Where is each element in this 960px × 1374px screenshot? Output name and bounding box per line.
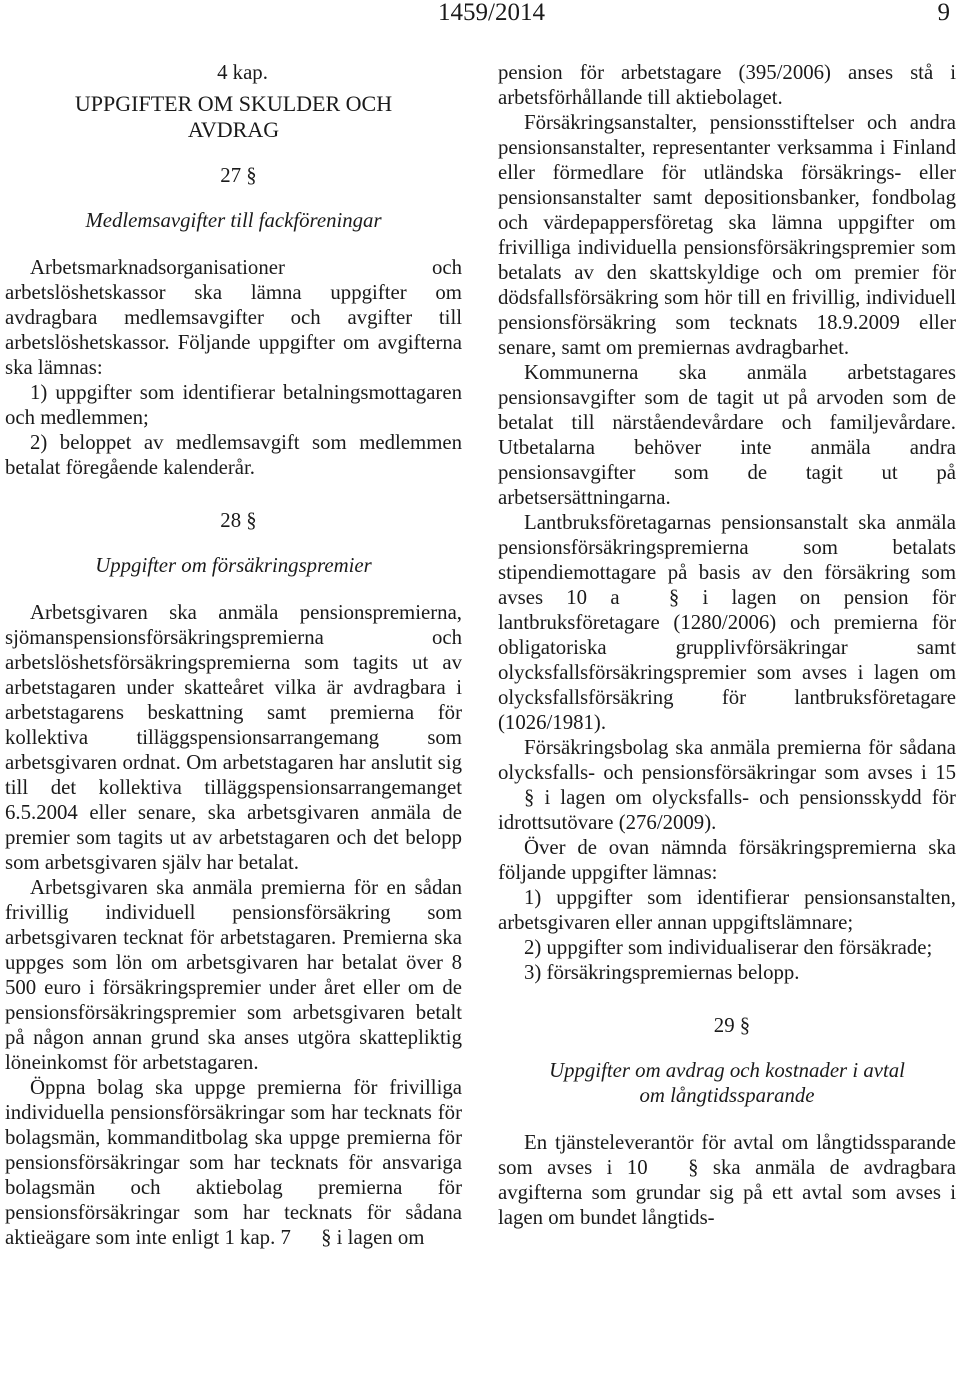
section-27-title: Medlemsavgifter till fackföreningar [85,209,382,232]
section-27-list-item-1: 1) uppgifter som identifierar betalningsmottagaren och medlemmen; [5,381,462,429]
section-28-paragraph-2: Arbetsgivaren ska anmäla premierna för en sådan frivillig individuell pensionsförsäkring som arbetsgivaren tecknat för arbetstagaren. Premierna ska uppges som lön om arbetsgivaren har betalat över 8 500 euro i försäkringspremier under året eller om de pensionsförsäkringspremier som arbetsgivaren betalt på någon annan grund ska anses utgöra skattepliktig löneinkomst för arbetstagaren. [5,876,462,1074]
section-27-paragraph: Arbetsmarknadsorganisationer och arbetslöshetskassor ska lämna uppgifter om avdragbara medlemsavgifter och avgifter till arbetslöshetskassor. Följande uppgifter om avgifterna ska lämnas: [5,256,462,379]
right-list-item-2: 2) uppgifter som individualiserar den försäkrade; [524,936,933,959]
chapter-title-line-1: UPPGIFTER OM SKULDER OCH [74,91,393,116]
page-number: 9 [937,0,950,26]
paragraph-farmers-pension: Lantbruksföretagarnas pensionsanstalt ska anmäla pensionsförsäkringspremierna som betalats stipendiemottagare på basis av den försäkring som avses 10 a § i lagen on pension för lantbruksföretagare (1280/2006) och premierna för obligatoriska grupplivförsäkringar samt olycksfallsförsäkringspremier som avses i lagen om olycksfallsförsäkring för lantbruksföretagare (1026/1981). [498,511,956,734]
right-list-item-3: 3) försäkringspremiernas belopp. [524,961,800,984]
paragraph-municipalities: Kommunerna ska anmäla arbetstagares pensionsavgifter som de tagit ut på arvoden som de betalat till närståendevårdare och familjevårdare. Utbetalarna behöver inte anmäla andra pensionsavgifter som de tagit ut på arbetsersättningarna. [498,361,956,509]
section-29-title: Uppgifter om avdrag och kostnader i avtal om långtidssparande [549,1059,905,1107]
section-28-paragraph-1: Arbetsgivaren ska anmäla pensionspremierna, sjömanspensionsförsäkringspremierna och arbetslöshetsförsäkringspremierna som tagits ut av arbetstagaren under skatteåret vilka är avdragbara i arbetstagarens beskattning samt premierna för kollektiva tilläggspensionsarrangemang som arbetsgivaren ordnat. Om arbetstagaren har anslutit sig till det kollektiva tilläggspensionsarrangemanget 6.5.2004 eller senare, ska arbetsgivaren anmäla de premier som tagits ut av arbetstagaren och det belopp som arbetsgivaren själv har betalat. [5,601,462,874]
right-column [498,60,956,1230]
paragraph-insurance-companies: Försäkringsbolag ska anmäla premierna för sådana olycksfalls- och pensionsförsäkringar som avses i 15 § i lagen om olycksfalls- och pensionsskydd för idrottsutövare (276/2009). [498,736,956,834]
section-29-number: 29 § [713,1014,751,1037]
section-sign-icon: § [246,509,257,532]
paragraph-insurance-institutions: Försäkringsanstalter, pensionsstiftelser och andra pensionsanstalter, representanter verksamma i Finland eller förmedlare för utländska försäkrings- eller pensionsanstalter samt depositionsbanker, fondbolag och värdepappersföretag ska lämna uppgifter om frivilliga individuella pensionsförsäkringspremier som betalats av den skattskyldige och om premier för dödsfallsförsäkring som hör till en frivillig, individuell pensionsförsäkring som tecknats 18.9.2009 eller senare, samt om premiernas avdragbarhet. [498,111,956,359]
page-header [0,0,960,30]
document-number: 1459/2014 [438,0,545,26]
section-sign-icon: § [668,586,680,609]
chapter-title [5,91,462,143]
section-sign-icon: § [739,1014,751,1037]
chapter-heading: 4 kap. [217,61,268,84]
chapter-title-line-2: AVDRAG [187,117,280,142]
section-28-paragraph-3: Öppna bolag ska uppge premierna för frivilliga individuella pensionsförsäkringar som har tecknats för bolagsmän, kommanditbolag ska uppge premierna för pensionsförsäkringar som har tecknats för ansvariga bolagsmän och aktiebolag premierna för pensionsförsäkringar som har tecknats för sådana aktieägare som inte enligt 1 kap. 7 § i lagen om [5,1076,462,1249]
continued-paragraph: pension för arbetstagare (395/2006) anses stå i arbetsförhållande till aktiebolaget. [498,61,956,109]
section-sign-icon: § [321,1226,332,1249]
section-sign-icon: § [246,164,257,187]
section-27-number: 27 § [220,164,257,187]
section-29-paragraph: En tjänsteleverantör för avtal om långtidssparande som avses i 10 § ska anmäla de avdragbara avgifterna som grundar sig på ett avtal som avses i lagen om bundet långtids- [498,1131,957,1229]
section-sign-icon: § [524,786,535,809]
left-column [5,60,462,1250]
section-27-list-item-2: 2) beloppet av medlemsavgift som medlemmen betalat föregående kalenderår. [5,431,462,479]
right-list-item-1: 1) uppgifter som identifierar pensionsanstalten, arbetsgivaren eller annan uppgiftslämnare; [498,886,956,934]
paragraph-information-list-intro: Över de ovan nämnda försäkringspremierna ska följande uppgifter lämnas: [498,836,956,884]
section-sign-icon: § [688,1156,699,1179]
section-28-number: 28 § [220,509,257,532]
section-28-title: Uppgifter om försäkringspremier [95,554,372,577]
